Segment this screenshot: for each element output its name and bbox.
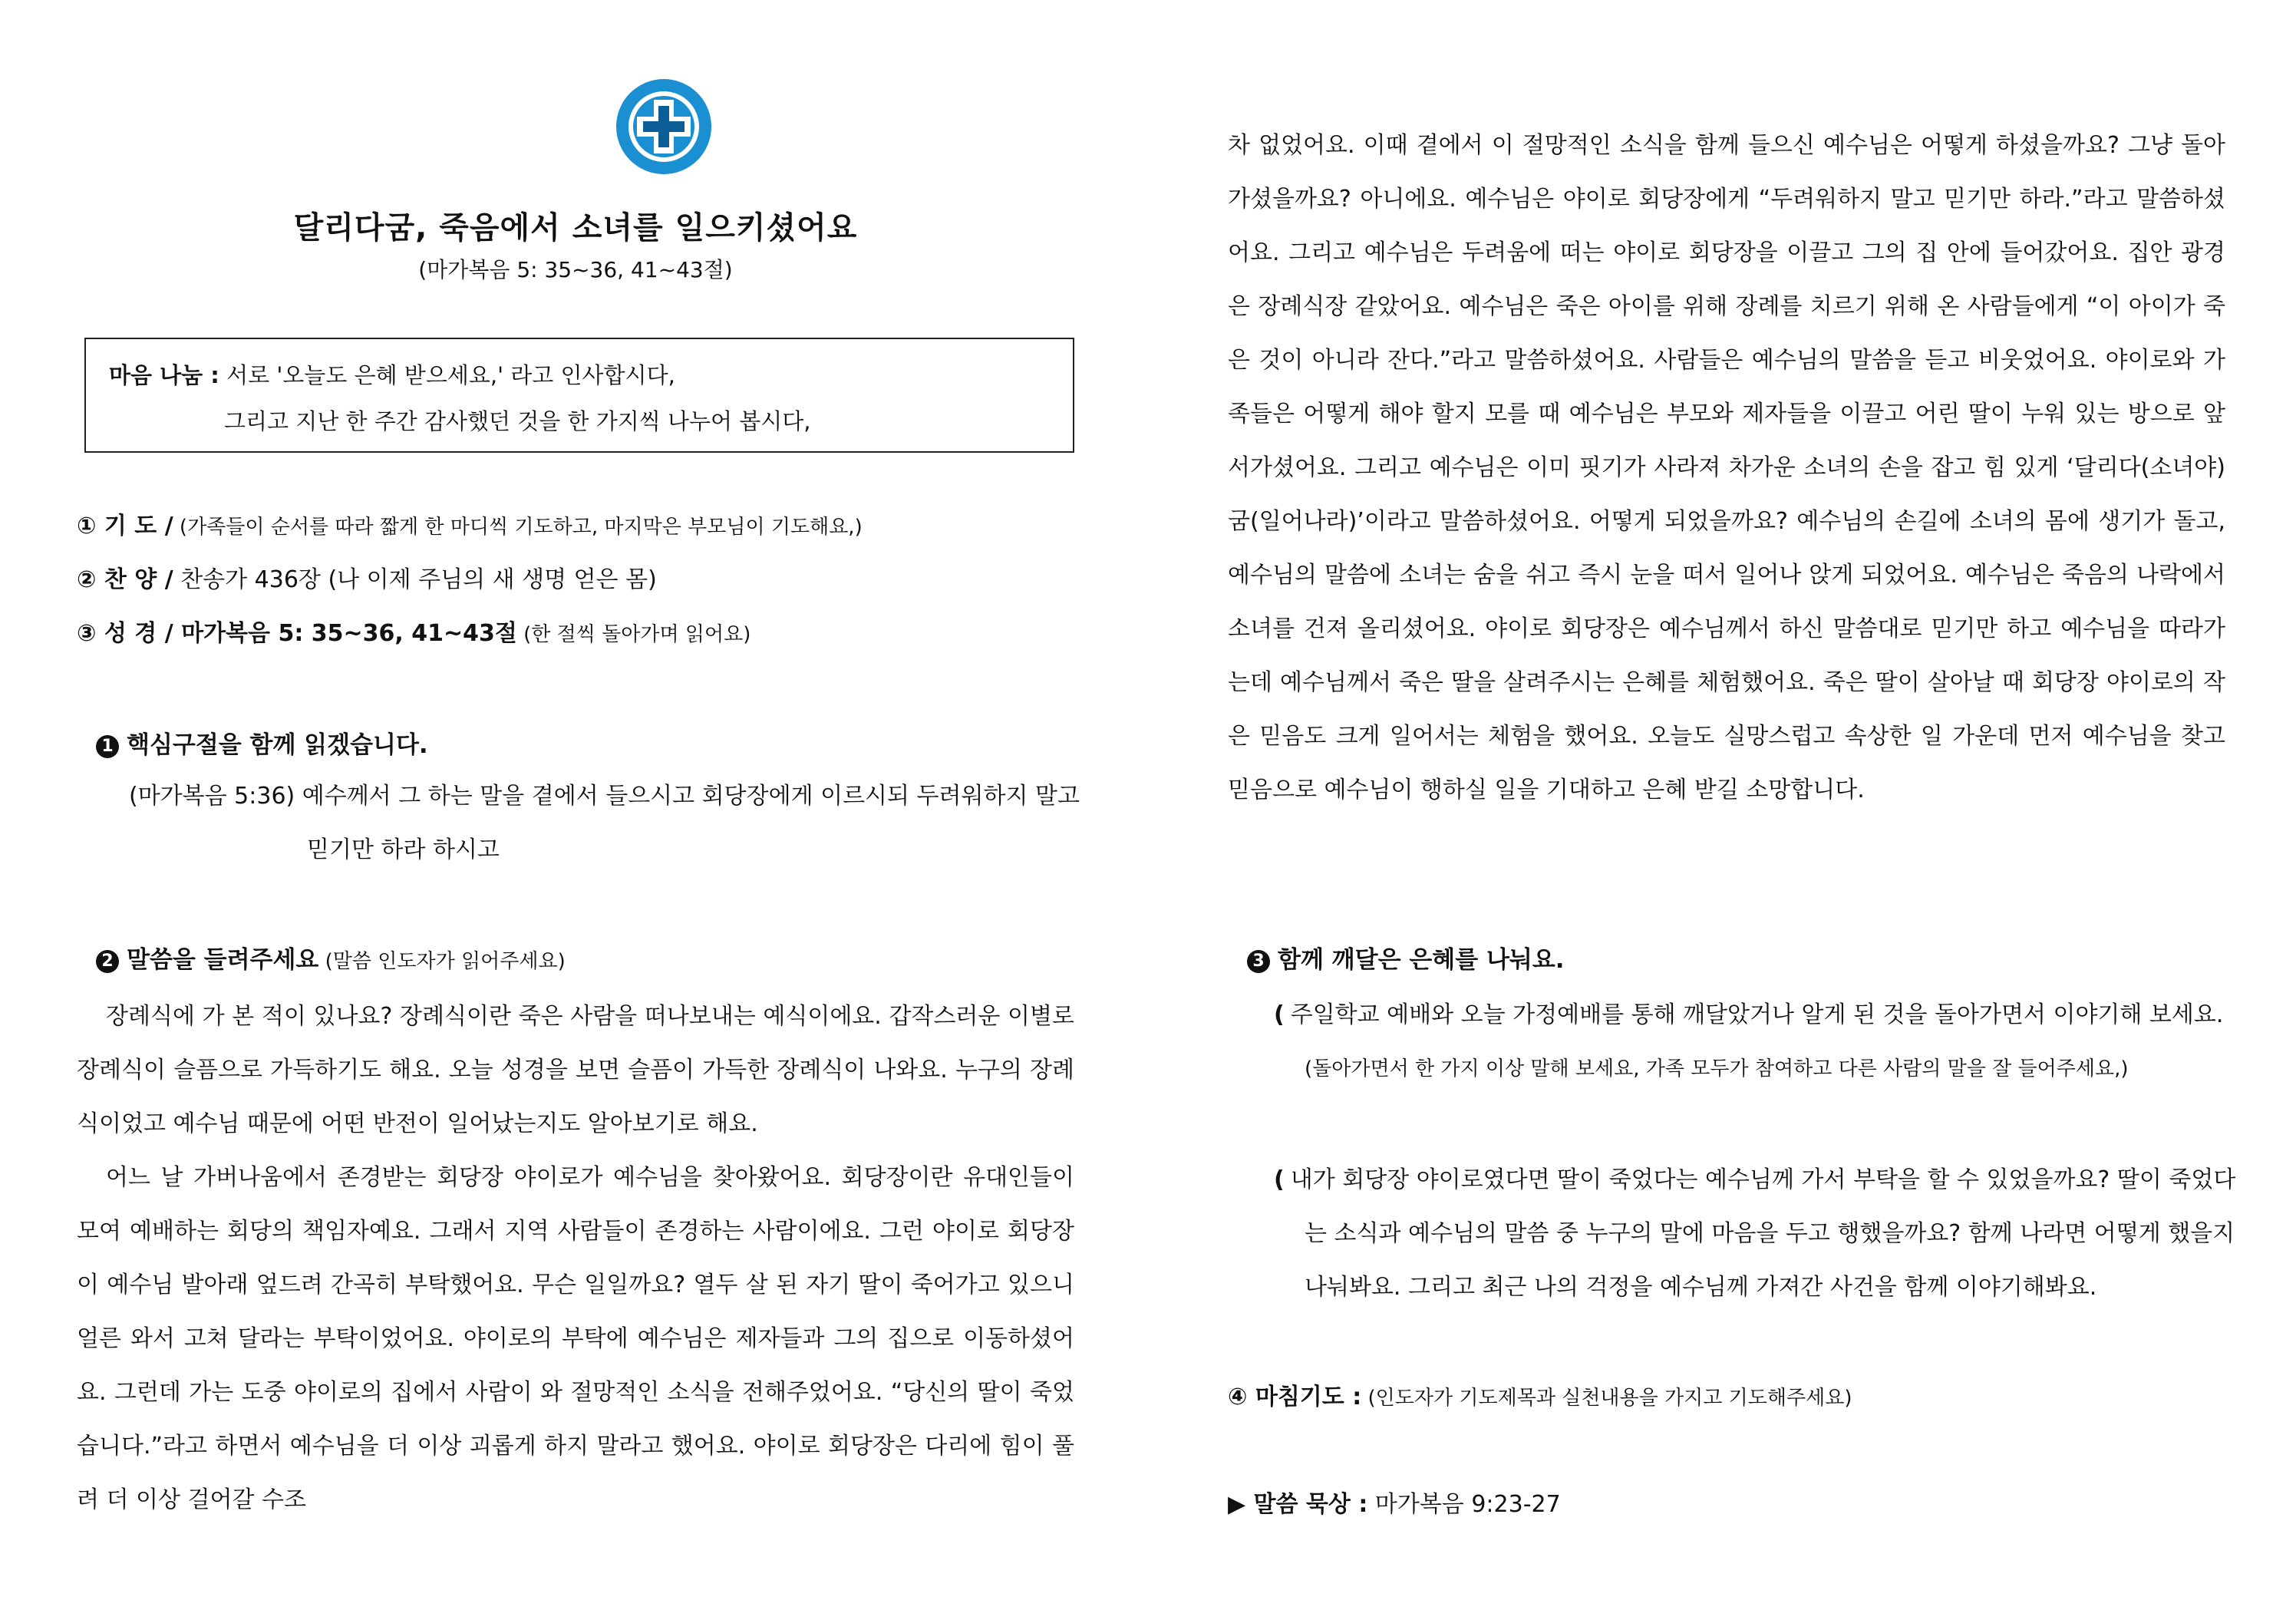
share-line-1 — [109, 358, 675, 390]
hymn-text: 찬송가 436장 (나 이제 주님의 새 생명 얻은 몸) — [173, 566, 657, 593]
meditation — [1228, 1485, 1561, 1519]
closing-prayer — [1228, 1377, 1852, 1411]
question-1-text: 주일학교 예배와 오늘 가정예배를 통해 깨달았거나 알게 된 것을 돌아가면서 이야기해 보세요. — [1290, 1001, 2224, 1028]
key-verse-line-2: 믿기만 하라 하시고 — [307, 836, 500, 863]
sermon-paragraph-3: 차 없었어요. 이때 곁에서 이 절망적인 소식을 함께 들으신 예수님은 어떻게 하셨을까요? 그냥 돌아가셨을까요? 아니에요. 예수님은 야이로 회당장에게 “두려워하지 말고 믿기만 하라.”라고 말씀하셨어요. 그리고 예수님은 두려움에 떠는 야이로 회당장을 이끌고 그의 집 안에 들어갔어요. 집안 광경은 장례식장 같았어요. 예수님은 죽은 아이를 위해 장례를 치르기 위해 온 사람들에게 “이 아이가 죽은 것이 아니라 잔다.”라고 말씀하셨어요. 사람들은 예수님의 말씀을 듣고 비웃었어요. 야이로와 가족들은 어떻게 해야 할지 모를 때 예수님은 부모와 제자들을 이끌고 어린 딸이 누워 있는 방으로 앞서가셨어요. 그리고 예수님은 이미 핏기가 사라져 차가운 소녀의 손을 잡고 힘 있게 ‘달리다(소녀야) 굼(일어나라)’이라고 말씀하셨어요. 어떻게 되었을까요? 예수님의 손길에 소녀의 몸에 생기가 돌고, 예수님의 말씀에 소녀는 숨을 쉬고 즉시 눈을 떠서 일어나 앉게 되었어요. 예수님은 죽음의 나락에서 소녀를 건져 올리셨어요. 야이로 회당장은 예수님께서 하신 말씀대로 믿기만 하고 예수님을 따라가는데 예수님께서 죽은 딸을 살려주시는 은혜를 체험했어요. 죽은 딸이 살아날 때 회당장 야이로의 작은 믿음도 크게 일어서는 체험을 했어요. 오늘도 실망스럽고 속상한 일 가운데 먼저 예수님을 찾고 믿음으로 예수님이 행하실 일을 기대하고 은혜 받길 소망합니다. — [1228, 132, 2225, 803]
heart-sharing-box — [84, 338, 1074, 453]
question-1-mark: ( — [1274, 1001, 1285, 1028]
section-2-note: (말씀 인도자가 읽어주세요) — [318, 950, 566, 973]
section-2-heading — [96, 940, 566, 975]
meditation-label: ▶ 말씀 묵상 : — [1228, 1491, 1368, 1518]
scripture-label: ③ 성 경 / — [77, 620, 173, 647]
prayer-item — [77, 506, 863, 540]
hymn-item — [77, 560, 657, 594]
prayer-note: (가족들이 순서를 따라 짧게 한 마디씩 기도하고, 마지막은 부모님이 기도해요,) — [173, 516, 863, 539]
meditation-text: 마가복음 9:23-27 — [1367, 1491, 1561, 1518]
question-2-line-3: 나눠봐요. 그리고 최근 나의 걱정을 예수님께 가져간 사건을 함께 이야기해봐요. — [1305, 1274, 2097, 1301]
share-line-2: 그리고 지난 한 주간 감사했던 것을 한 가지씩 나누어 봅시다, — [224, 408, 811, 434]
share-text-1: 서로 '오늘도 은혜 받으세요,' 라고 인사합시다, — [219, 362, 675, 388]
sermon-paragraph-2: 어느 날 가버나움에서 존경받는 회당장 야이로가 예수님을 찾아왔어요. 회당장이란 유대인들이 모여 예배하는 회당의 책임자예요. 그래서 지역 사람들이 존경하는 사람이에요. 그런 야이로 회당장이 예수님 발아래 엎드려 간곡히 부탁했어요. 무슨 일일까요? 열두 살 된 자기 딸이 죽어가고 있으니 얼른 와서 고쳐 달라는 부탁이었어요. 야이로의 부탁에 예수님은 제자들과 그의 집으로 이동하셨어요. 그런데 가는 도중 야이로의 집에서 사람이 와 절망적인 소식을 전해주었어요. “당신의 딸이 죽었습니다.”라고 하면서 예수님을 더 이상 괴롭게 하지 말라고 했어요. 야이로 회당장은 다리에 힘이 풀려 더 이상 걸어갈 수조 — [77, 1164, 1074, 1513]
page-subtitle: (마가복음 5: 35~36, 41~43절) — [418, 257, 733, 282]
sermon-paragraph-1: 장례식에 가 본 적이 있나요? 장례식이란 죽은 사람을 떠나보내는 예식이에요. 갑작스러운 이별로 장례식이 슬픔으로 가득하기도 해요. 오늘 성경을 보면 슬픔이 가득한 장례식이 나와요. 누구의 장례식이었고 예수님 때문에 어떤 반전이 일어났는지도 알아보기로 해요. — [77, 1003, 1074, 1137]
scripture-note: (한 절씩 돌아가며 읽어요) — [516, 623, 751, 646]
section-1-heading — [96, 725, 428, 760]
hymn-label: ② 찬 양 / — [77, 566, 173, 593]
scripture-text: 마가복음 5: 35~36, 41~43절 — [173, 620, 517, 647]
scripture-item — [77, 614, 750, 648]
share-label: 마음 나눔 : — [109, 362, 219, 388]
section-3-bullet: 3 — [1247, 950, 1270, 973]
prayer-label: ① 기 도 / — [77, 513, 173, 539]
section-2-bullet: 2 — [96, 950, 119, 973]
question-2 — [1274, 1160, 2235, 1194]
section-2-title: 말씀을 들려주세요 — [127, 946, 319, 974]
question-1-note: (돌아가면서 한 가지 이상 말해 보세요, 가족 모두가 참여하고 다른 사람의 말을 잘 들어주세요,) — [1305, 1057, 2129, 1080]
key-verse-line-1: (마가복음 5:36) 예수께서 그 하는 말을 곁에서 들으시고 회당장에게 이르시되 두려워하지 말고 — [129, 783, 1080, 810]
closing-note: (인도자가 기도제목과 실천내용을 가지고 기도해주세요) — [1361, 1387, 1852, 1410]
question-2-line-2: 는 소식과 예수님의 말씀 중 누구의 말에 마음을 두고 행했을까요? 함께 나라면 어떻게 했을지 — [1305, 1220, 2235, 1247]
page-title: 달리다굼, 죽음에서 소녀를 일으키셨어요 — [293, 210, 858, 246]
question-1 — [1274, 995, 2223, 1029]
closing-label: ④ 마침기도 : — [1228, 1384, 1362, 1410]
church-logo-icon — [614, 77, 714, 176]
question-2-line-1: 내가 회당장 야이로였다면 딸이 죽었다는 예수님께 가서 부탁을 할 수 있었을까요? 딸이 죽었다 — [1290, 1166, 2236, 1193]
section-1-title: 핵심구절을 함께 읽겠습니다. — [127, 731, 428, 759]
section-3-heading — [1247, 940, 1565, 975]
section-3-title: 함께 깨달은 은혜를 나눠요. — [1278, 946, 1565, 974]
section-1-bullet: 1 — [96, 735, 119, 758]
question-2-mark: ( — [1274, 1166, 1285, 1193]
